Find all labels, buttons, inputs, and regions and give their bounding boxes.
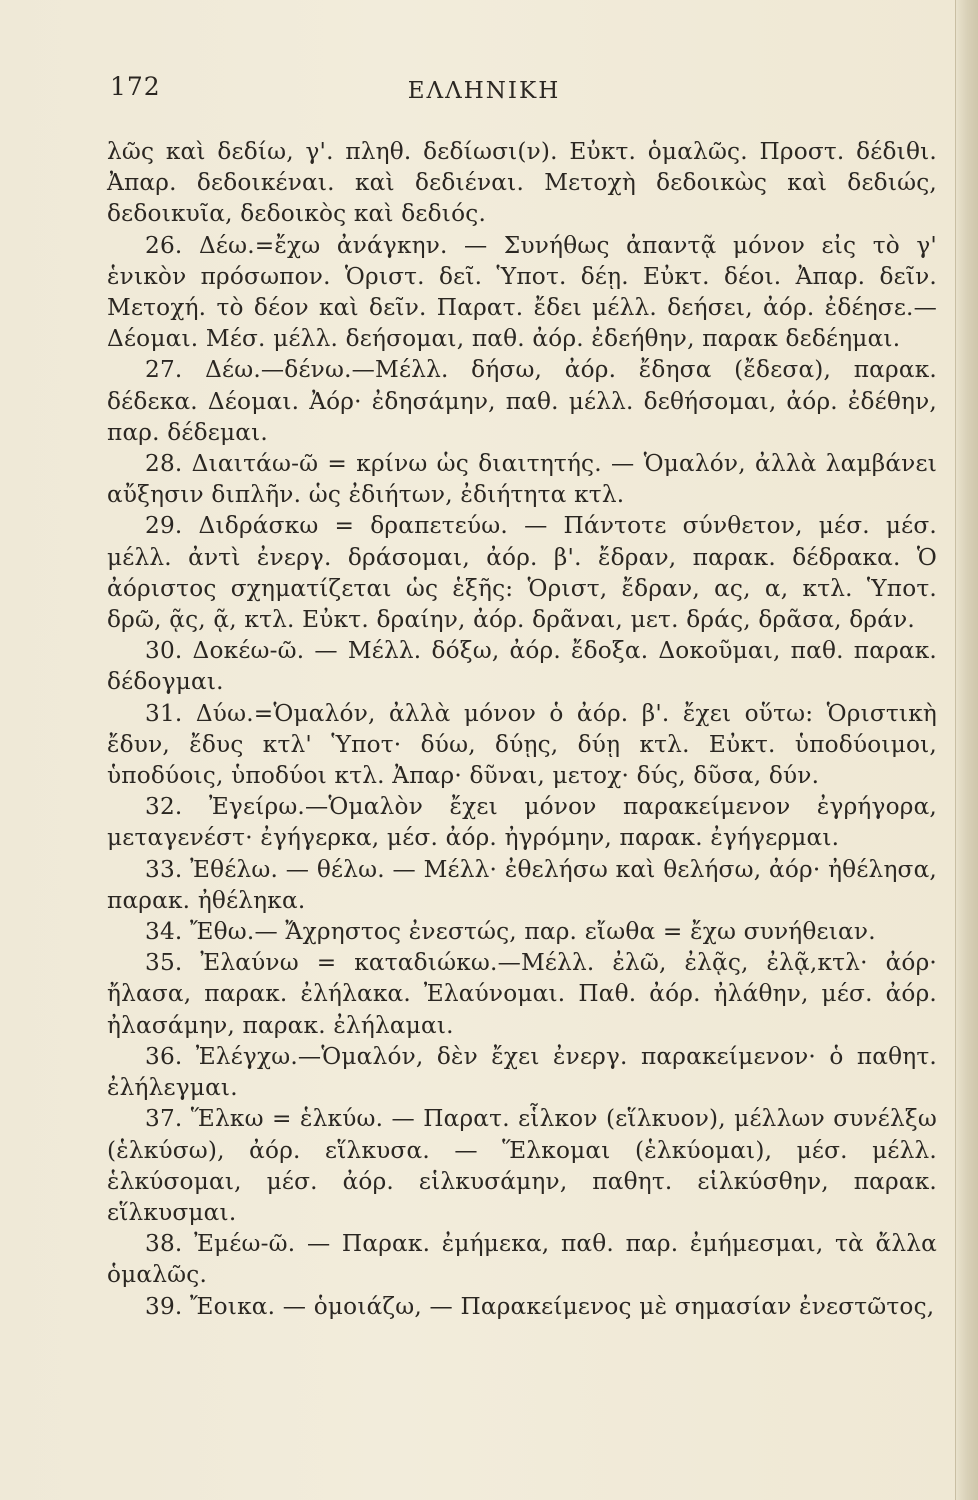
entry-33: 33. Ἐθέλω. — θέλω. — Μέλλ· ἐθελήσω καὶ θελήσω, ἀόρ· ἠθέλησα, παρακ. ἠθέληκα. <box>107 855 937 914</box>
entry-31: 31. Δύω.=Ὁμαλόν, ἀλλὰ μόνον ὁ ἀόρ. β'. ἔχει οὕτω: Ὁριστικὴ ἔδυν, ἔδυς κτλ' Ὑποτ· δύω, δύῃς, δύῃ κτλ. Εὐκτ. ὑποδύοιμοι, ὑποδύοις, ὑποδύοι κτλ. Ἀπαρ· δῦναι, μετοχ· δύς, δῦσα, δύν. <box>107 699 937 790</box>
paragraph-continuation: λῶς καὶ δεδίω, γ'. πληθ. δεδίωσι(ν). Εὐκτ. ὁμαλῶς. Προστ. δέδιθι. Ἀπαρ. δεδοικέναι. καὶ δεδιέναι. Μετοχὴ δεδοικὼς καὶ δεδιώς, δεδοικυῖα, δεδοικὸς καὶ δεδιός. <box>107 138 937 228</box>
entry-28: 28. Διαιτάω-ῶ = κρίνω ὡς διαιτητής. — Ὁμαλόν, ἀλλὰ λαμβάνει αὔξησιν διπλῆν. ὡς ἐδιήτων, ἐδιήτητα κτλ. <box>107 450 937 509</box>
entry-27: 27. Δέω.—δένω.—Μέλλ. δήσω, ἀόρ. ἔδησα (ἔδεσα), παρακ. δέδεκα. Δέομαι. Ἀόρ· ἐδησάμην, παθ. μέλλ. δεθήσομαι, ἀόρ. ἐδέθην, παρ. δέδεμαι. <box>107 356 937 446</box>
entry-37: 37. Ἕλκω = ἑλκύω. — Παρατ. εἷλκον (εἵλκυον), μέλλων συνέλξω (ἑλκύσω), ἀόρ. εἵλκυσα. — Ἕλκομαι (ἑλκύομαι), μέσ. μέλλ. ἑλκύσομαι, μέσ. ἀόρ. εἱλκυσάμην, παθητ. εἱλκύσθην, παρακ. εἵλκυσμαι. <box>107 1105 937 1226</box>
page-header <box>110 72 918 112</box>
entry-32: 32. Ἐγείρω.—Ὁμαλὸν ἔχει μόνον παρακείμενον ἐγρήγορα, μεταγενέστ· ἐγήγερκα, μέσ. ἀόρ. ἠγρόμην, παρακ. ἐγήγερμαι. <box>107 793 937 852</box>
entry-34: 34. Ἔθω.— Ἄχρηστος ἐνεστώς, παρ. εἴωθα = ἔχω συνήθειαν. <box>145 918 876 946</box>
entry-29: 29. Διδράσκω = δραπετεύω. — Πάντοτε σύνθετον, μέσ. μέσ. μέλλ. ἀντὶ ἐνεργ. δράσομαι, ἀόρ. β'. ἔδραν, παρακ. δέδρακα. Ὁ ἀόριστος σχηματίζεται ὡς ἑξῆς: Ὁριστ, ἔδραν, ας, α, κτλ. Ὑποτ. δρῶ, ᾷς, ᾷ, κτλ. Εὐκτ. δραίην, ἀόρ. δρᾶναι, μετ. δράς, δρᾶσα, δράν. <box>107 512 937 634</box>
entry-36: 36. Ἐλέγχω.—Ὁμαλόν, δὲν ἔχει ἐνεργ. παρακείμενον· ὁ παθητ. ἐλήλεγμαι. <box>107 1042 937 1102</box>
entry-39: 39. Ἔοικα. — ὁμοιάζω, — Παρακείμενος μὲ σημασίαν ἐνεστῶτος, <box>145 1292 935 1320</box>
page-edge <box>955 0 978 1500</box>
entry-26: 26. Δέω.=ἔχω ἀνάγκην. — Συνήθως ἀπαντᾷ μόνον εἰς τὸ γ' ἑνικὸν πρόσωπον. Ὁριστ. δεῖ. Ὑποτ. δέῃ. Εὐκτ. δέοι. Ἀπαρ. δεῖν. Μετοχή. τὸ δέον καὶ δεῖν. Παρατ. ἔδει μέλλ. δεήσει, ἀόρ. ἐδέησε.—Δέομαι. Μέσ. μέλλ. δεήσομαι, παθ. ἀόρ. ἐδεήθην, παρακ δεδέημαι. <box>107 231 937 353</box>
running-title: ΕΛΛΗΝΙΚΗ <box>407 78 561 104</box>
entry-38: 38. Ἐμέω-ῶ. — Παρακ. ἐμήμεκα, παθ. παρ. ἐμήμεσμαι, τὰ ἄλλα ὁμαλῶς. <box>107 1230 937 1289</box>
page-number: 172 <box>110 72 161 101</box>
entry-30: 30. Δοκέω-ῶ. — Μέλλ. δόξω, ἀόρ. ἔδοξα. Δοκοῦμαι, παθ. παρακ. δέδογμαι. <box>107 637 937 696</box>
entry-35: 35. Ἐλαύνω = καταδιώκω.—Μέλλ. ἐλῶ, ἐλᾷς, ἐλᾷ,κτλ· ἀόρ· ἤλασα, παρακ. ἐλήλακα. Ἐλαύνομαι. Παθ. ἀόρ. ἠλάθην, μέσ. ἀόρ. ἠλασάμην, παρακ. ἐλήλαμαι. <box>107 949 937 1039</box>
body-text <box>107 136 937 1322</box>
